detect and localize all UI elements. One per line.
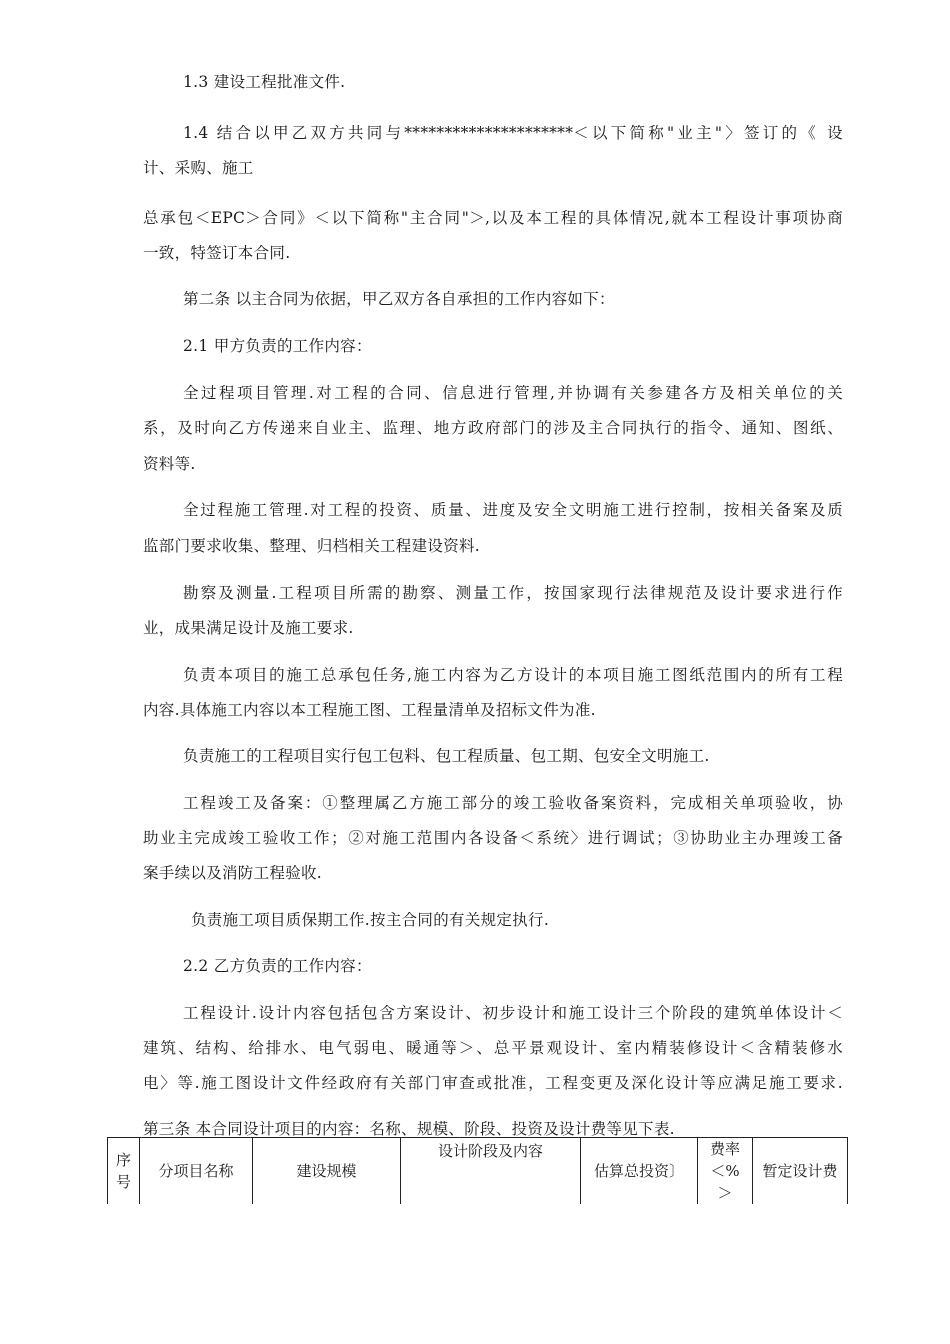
paragraph-1-4-line-1: 1.4 结合以甲乙双方共同与*********************＜以下简称"业主"〉签订的《 设: [183, 124, 843, 142]
item-general-contract-line-2: 内容.具体施工内容以本工程施工图、工程量清单及招标文件为准.: [143, 701, 596, 719]
article-3-heading: 第三条 本合同设计项目的内容：名称、规模、阶段、投资及设计费等见下表.: [143, 1120, 675, 1138]
section-2-1-heading: 2.1 甲方负责的工作内容：: [183, 337, 372, 355]
item-completion-line-2: 助业主完成竣工验收工作；②对施工范围内各设备＜系统〉进行调试；③协助业主办理竣工备: [143, 829, 843, 847]
item-warranty-line-1: 负责施工项目质保期工作.按主合同的有关规定执行.: [191, 911, 550, 929]
design-items-table: [107, 1137, 848, 1204]
item-completion-line-3: 案手续以及消防工程验收.: [143, 864, 323, 882]
item-turnkey-line-1: 负责施工的工程项目实行包工包料、包工程质量、包工期、包安全文明施工.: [183, 747, 710, 765]
header-estimated-investment: 估算总投资〕: [581, 1138, 698, 1205]
header-construction-scale: 建设规模: [253, 1138, 401, 1205]
item-completion-line-1: 工程竣工及备案：①整理属乙方施工部分的竣工验收备案资料，完成相关单项验收，协: [183, 794, 843, 812]
section-2-2-heading: 2.2 乙方负责的工作内容：: [183, 957, 372, 975]
item-design-line-2: 建筑、结构、给排水、电气弱电、暖通等＞、总平景观设计、室内精装修设计＜含精装修水: [143, 1039, 843, 1057]
item-project-management-line-1: 全过程项目管理.对工程的合同、信息进行管理,并协调有关参建各方及相关单位的关: [183, 384, 843, 402]
article-2-heading: 第二条 以主合同为依据，甲乙双方各自承担的工作内容如下：: [183, 290, 615, 308]
item-project-management-line-3: 资料等.: [143, 455, 196, 473]
item-construction-management-line-1: 全过程施工管理.对工程的投资、质量、进度及安全文明施工进行控制，按相关备案及质: [183, 501, 843, 519]
paragraph-1-4-line-4: 一致，特签订本合同.: [143, 244, 291, 262]
header-sub-project-name: 分项目名称: [140, 1138, 253, 1205]
paragraph-1-4-line-2: 计、采购、施工: [143, 159, 254, 177]
header-fee-rate: 费率＜%＞: [698, 1138, 753, 1205]
paragraph-1-4-line-3: 总承包＜EPC＞合同》＜以下简称"主合同"＞,以及本工程的具体情况,就本工程设计事项协商: [143, 209, 843, 227]
paragraph-1-3: 1.3 建设工程批准文件.: [183, 73, 346, 91]
item-construction-management-line-2: 监部门要求收集、整理、归档相关工程建设资料.: [143, 537, 481, 555]
table-header-row: [108, 1138, 848, 1205]
item-design-line-1: 工程设计.设计内容包括包含方案设计、初步设计和施工设计三个阶段的建筑单体设计＜: [183, 1004, 843, 1022]
item-design-line-3: 电〉等.施工图设计文件经政府有关部门审查或批准，工程变更及深化设计等应满足施工要求.: [143, 1074, 843, 1092]
item-survey-line-2: 业，成果满足设计及施工要求.: [143, 619, 354, 637]
header-provisional-design-fee: 暂定设计费: [753, 1138, 848, 1205]
header-design-stage: 设计阶段及内容: [401, 1138, 581, 1205]
item-general-contract-line-1: 负责本项目的施工总承包任务,施工内容为乙方设计的本项目施工图纸范围内的所有工程: [183, 666, 843, 684]
header-serial-number: 序号: [108, 1138, 140, 1205]
item-project-management-line-2: 系，及时向乙方传递来自业主、监理、地方政府部门的涉及主合同执行的指令、通知、图纸、: [143, 419, 843, 437]
item-survey-line-1: 勘察及测量.工程项目所需的勘察、测量工作，按国家现行法律规范及设计要求进行作: [183, 584, 843, 602]
